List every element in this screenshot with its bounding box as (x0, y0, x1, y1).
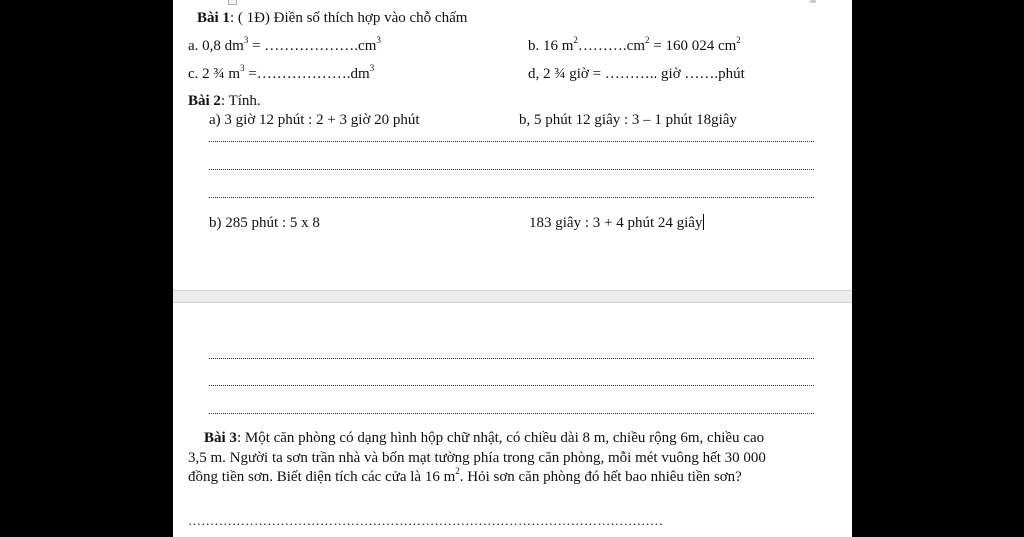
bai2-problem-a2: b, 5 phút 12 giây : 3 – 1 phút 18giây (519, 112, 737, 128)
document-page-1 (173, 0, 852, 290)
answer-line[interactable] (209, 141, 814, 142)
bai1-item-d: d, 2 ¾ giờ = ……….. giờ …….phút (528, 66, 745, 82)
page-break-gap (173, 290, 852, 303)
bai2-heading: Bài 2 (188, 93, 221, 109)
table-move-handle-icon[interactable] (228, 0, 237, 5)
document-page-2 (173, 303, 852, 537)
bai2-problem-b2: 183 giây : 3 + 4 phút 24 giây (529, 215, 703, 231)
bai1-title (197, 9, 467, 27)
bai3-line-1: Bài 3: Một căn phòng có dạng hình hộp chữ nhật, có chiều dài 8 m, chiều rộng 6m, chiều cao (204, 430, 765, 446)
page-corner-marker (810, 0, 816, 3)
bai3-heading: Bài 3 (204, 430, 237, 446)
bai1-instruction: : ( 1Đ) Điền số thích hợp vào chỗ chấm (229, 10, 468, 26)
answer-line[interactable] (209, 358, 814, 359)
bai3-answer-dots[interactable]: ……………………………………………………………………………………………… (188, 513, 664, 528)
text-cursor (703, 214, 704, 230)
answer-line[interactable] (209, 169, 814, 170)
bai1-item-c: c. 2 ¾ $m^3$ $=\dots\dots\dots\dots\dots\dots.dm^3$ (188, 63, 375, 82)
answer-line[interactable] (209, 413, 814, 414)
bai2-title (188, 92, 261, 110)
bai2-problem-a1: a) 3 giờ 12 phút : 2 + 3 giờ 20 phút (209, 112, 420, 128)
bai2-problem-b1: b) 285 phút : 5 x 8 (209, 215, 320, 231)
bai1-heading: Bài 1 (197, 10, 230, 26)
bai1-item-b: b. 16 $m^2\dots\dots\dots.cm^2 = 160$ 024 $cm^2$ (528, 35, 741, 54)
answer-line[interactable] (209, 197, 814, 198)
bai3-line-2: 3,5 m. Người ta sơn trần nhà và bốn mạt tường phía trong căn phòng, mỗi mét vuông hết 30 000 (188, 450, 766, 466)
bai2-instruction: : Tính. (220, 93, 261, 109)
bai1-item-a: a. 0,8 $dm^3$ = $\dots\dots\dots\dots\dots\dots.cm^3$ (188, 35, 381, 54)
answer-line[interactable] (209, 385, 814, 386)
bai3-line-3: đồng tiền sơn. Biết diện tích các cửa là 16 $m^2$. Hỏi sơn căn phòng đó hết bao nhiêu tiền sơn? (188, 466, 742, 485)
